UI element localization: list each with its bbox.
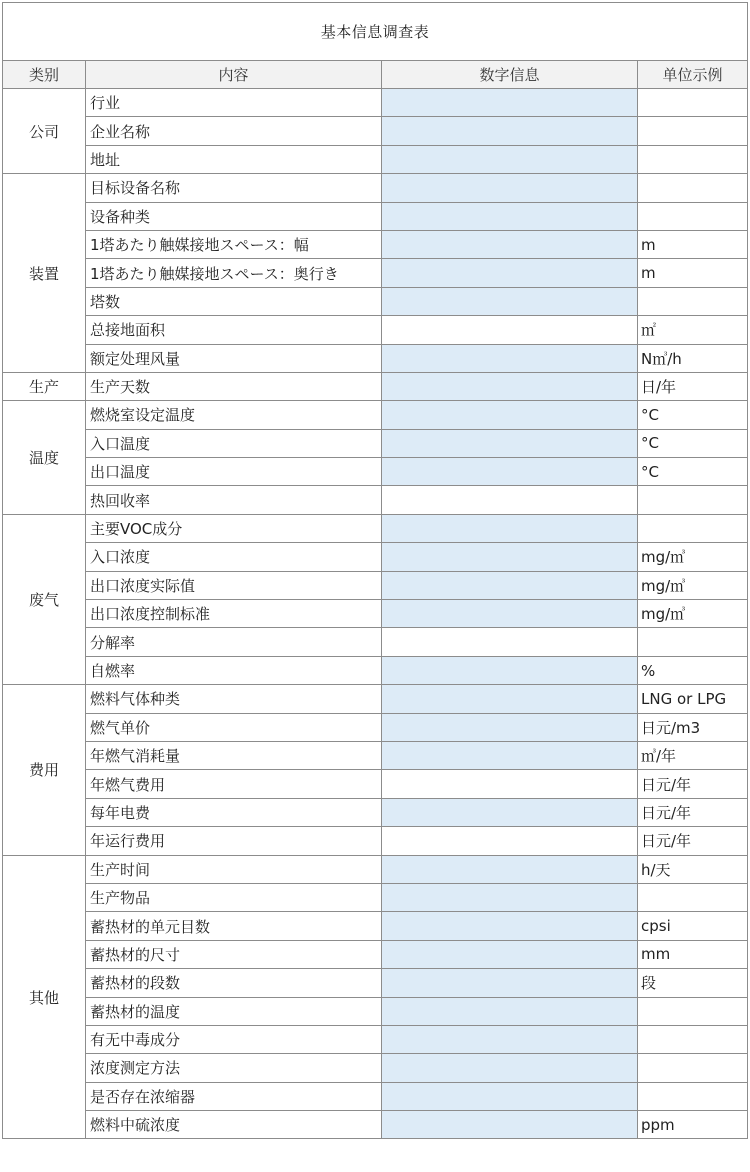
table-row (3, 458, 748, 486)
item-label: 蓄热材的尺寸 (86, 940, 382, 968)
table-row (3, 997, 748, 1025)
table-row (3, 543, 748, 571)
table-row (3, 1111, 748, 1139)
value-input-cell[interactable] (382, 344, 638, 372)
item-label: 入口浓度 (86, 543, 382, 571)
value-input-cell[interactable] (382, 145, 638, 173)
unit-example: ㎡ (638, 316, 748, 344)
unit-example: cpsi (638, 912, 748, 940)
header-row (3, 61, 748, 89)
table-row (3, 1082, 748, 1110)
unit-example (638, 1082, 748, 1110)
category-cell: 其他 (3, 855, 86, 1139)
header-category: 类别 (3, 61, 86, 89)
table-row (3, 883, 748, 911)
header-unit: 单位示例 (638, 61, 748, 89)
item-label: 入口温度 (86, 429, 382, 457)
category-cell: 费用 (3, 685, 86, 855)
item-label: 目标设备名称 (86, 174, 382, 202)
table-row (3, 401, 748, 429)
table-row (3, 287, 748, 315)
table-row (3, 628, 748, 656)
value-input-cell[interactable] (382, 543, 638, 571)
category-cell: 装置 (3, 174, 86, 373)
item-label: 1塔あたり触媒接地スペース：幅 (86, 230, 382, 258)
unit-example (638, 514, 748, 542)
item-label: 热回收率 (86, 486, 382, 514)
unit-example (638, 89, 748, 117)
item-label: 总接地面积 (86, 316, 382, 344)
unit-example: 日元/m3 (638, 713, 748, 741)
table-row (3, 344, 748, 372)
item-label: 设备种类 (86, 202, 382, 230)
item-label: 生产物品 (86, 883, 382, 911)
unit-example (638, 287, 748, 315)
unit-example (638, 202, 748, 230)
item-label: 出口浓度控制标准 (86, 600, 382, 628)
unit-example: m (638, 259, 748, 287)
item-label: 生产时间 (86, 855, 382, 883)
unit-example (638, 1054, 748, 1082)
value-input-cell[interactable] (382, 429, 638, 457)
unit-example: 日元/年 (638, 798, 748, 826)
value-input-cell[interactable] (382, 259, 638, 287)
unit-example (638, 117, 748, 145)
table-row (3, 174, 748, 202)
unit-example: ppm (638, 1111, 748, 1139)
item-label: 浓度测定方法 (86, 1054, 382, 1082)
table-row (3, 685, 748, 713)
value-input-cell[interactable] (382, 174, 638, 202)
unit-example: °C (638, 401, 748, 429)
value-input-cell[interactable] (382, 1082, 638, 1110)
item-label: 分解率 (86, 628, 382, 656)
table-row (3, 429, 748, 457)
value-input-cell[interactable] (382, 969, 638, 997)
item-label: 主要VOC成分 (86, 514, 382, 542)
unit-example (638, 174, 748, 202)
unit-example: mm (638, 940, 748, 968)
table-body (3, 89, 748, 1139)
table-row (3, 855, 748, 883)
item-label: 有无中毒成分 (86, 1025, 382, 1053)
value-input-cell[interactable] (382, 855, 638, 883)
value-input-cell[interactable] (382, 1025, 638, 1053)
table-row (3, 798, 748, 826)
value-input-cell[interactable] (382, 940, 638, 968)
item-label: 蓄热材的段数 (86, 969, 382, 997)
value-input-cell[interactable] (382, 883, 638, 911)
item-label: 自燃率 (86, 656, 382, 684)
value-input-cell[interactable] (382, 656, 638, 684)
survey-table (2, 2, 748, 1139)
value-input-cell[interactable] (382, 1054, 638, 1082)
value-input-cell[interactable] (382, 202, 638, 230)
item-label: 燃气单价 (86, 713, 382, 741)
item-label: 蓄热材的温度 (86, 997, 382, 1025)
value-input-cell[interactable] (382, 1111, 638, 1139)
value-input-cell[interactable] (382, 600, 638, 628)
value-input-cell[interactable] (382, 401, 638, 429)
value-input-cell[interactable] (382, 827, 638, 855)
table-row (3, 230, 748, 258)
unit-example: % (638, 656, 748, 684)
table-row (3, 486, 748, 514)
unit-example: LNG or LPG (638, 685, 748, 713)
value-input-cell[interactable] (382, 486, 638, 514)
unit-example (638, 1025, 748, 1053)
table-row (3, 713, 748, 741)
table-row (3, 202, 748, 230)
category-cell: 废气 (3, 514, 86, 684)
table-row (3, 600, 748, 628)
item-label: 蓄热材的单元目数 (86, 912, 382, 940)
table-row (3, 912, 748, 940)
item-label: 行业 (86, 89, 382, 117)
survey-sheet (2, 2, 747, 1139)
value-input-cell[interactable] (382, 713, 638, 741)
header-value: 数字信息 (382, 61, 638, 89)
table-row (3, 145, 748, 173)
table-row (3, 514, 748, 542)
value-input-cell[interactable] (382, 912, 638, 940)
category-cell: 温度 (3, 401, 86, 515)
value-input-cell[interactable] (382, 230, 638, 258)
unit-example: 日/年 (638, 372, 748, 400)
item-label: 年燃气费用 (86, 770, 382, 798)
item-label: 企业名称 (86, 117, 382, 145)
unit-example: °C (638, 429, 748, 457)
unit-example: mg/㎥ (638, 543, 748, 571)
unit-example: mg/㎥ (638, 571, 748, 599)
unit-example: m (638, 230, 748, 258)
table-row (3, 940, 748, 968)
item-label: 燃料气体种类 (86, 685, 382, 713)
unit-example: ㎥/年 (638, 741, 748, 769)
table-row (3, 827, 748, 855)
item-label: 生产天数 (86, 372, 382, 400)
value-input-cell[interactable] (382, 514, 638, 542)
table-row (3, 656, 748, 684)
value-input-cell[interactable] (382, 89, 638, 117)
table-row (3, 770, 748, 798)
value-input-cell[interactable] (382, 117, 638, 145)
item-label: 地址 (86, 145, 382, 173)
unit-example: 日元/年 (638, 770, 748, 798)
value-input-cell[interactable] (382, 372, 638, 400)
table-title: 基本信息调查表 (3, 3, 748, 61)
unit-example: 日元/年 (638, 827, 748, 855)
value-input-cell[interactable] (382, 571, 638, 599)
item-label: 塔数 (86, 287, 382, 315)
table-row (3, 117, 748, 145)
value-input-cell[interactable] (382, 628, 638, 656)
value-input-cell[interactable] (382, 287, 638, 315)
unit-example (638, 883, 748, 911)
table-row (3, 741, 748, 769)
table-row (3, 259, 748, 287)
unit-example: °C (638, 458, 748, 486)
category-cell: 公司 (3, 89, 86, 174)
item-label: 燃料中硫浓度 (86, 1111, 382, 1139)
value-input-cell[interactable] (382, 685, 638, 713)
unit-example: h/天 (638, 855, 748, 883)
unit-example (638, 145, 748, 173)
unit-example (638, 997, 748, 1025)
item-label: 出口浓度实际值 (86, 571, 382, 599)
category-cell: 生产 (3, 372, 86, 400)
table-row (3, 571, 748, 599)
unit-example: N㎥/h (638, 344, 748, 372)
table-row (3, 969, 748, 997)
value-input-cell[interactable] (382, 770, 638, 798)
unit-example: 段 (638, 969, 748, 997)
unit-example (638, 628, 748, 656)
value-input-cell[interactable] (382, 458, 638, 486)
header-content: 内容 (86, 61, 382, 89)
table-row (3, 316, 748, 344)
table-row (3, 372, 748, 400)
item-label: 每年电费 (86, 798, 382, 826)
item-label: 是否存在浓缩器 (86, 1082, 382, 1110)
table-row (3, 1025, 748, 1053)
value-input-cell[interactable] (382, 316, 638, 344)
value-input-cell[interactable] (382, 741, 638, 769)
item-label: 出口温度 (86, 458, 382, 486)
unit-example (638, 486, 748, 514)
item-label: 年运行费用 (86, 827, 382, 855)
value-input-cell[interactable] (382, 997, 638, 1025)
item-label: 额定处理风量 (86, 344, 382, 372)
item-label: 年燃气消耗量 (86, 741, 382, 769)
table-row (3, 1054, 748, 1082)
item-label: 燃烧室设定温度 (86, 401, 382, 429)
table-row (3, 89, 748, 117)
unit-example: mg/㎥ (638, 600, 748, 628)
item-label: 1塔あたり触媒接地スペース：奥行き (86, 259, 382, 287)
value-input-cell[interactable] (382, 798, 638, 826)
